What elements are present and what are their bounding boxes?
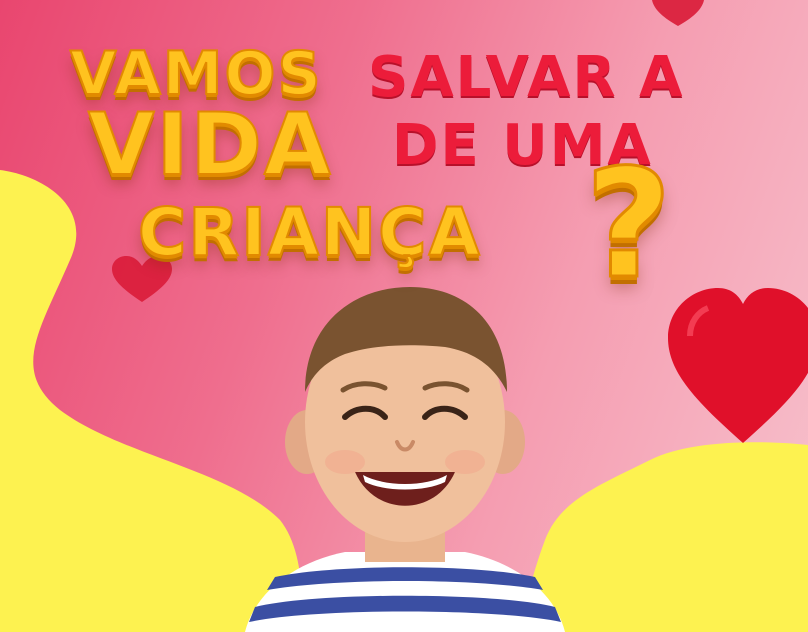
- headline-de-uma: DE UMA: [392, 113, 653, 178]
- headline-salvar-a: SALVAR A: [368, 45, 685, 110]
- striped-shirt: [245, 552, 565, 632]
- headline-crianca: CRIANÇA: [138, 194, 482, 271]
- heart-icon-top: [652, 0, 704, 28]
- question-mark-icon: ?: [585, 138, 673, 312]
- headline-vida: VIDA: [88, 95, 333, 195]
- child-photo: [225, 272, 585, 632]
- heart-icon-large: [668, 288, 808, 448]
- headline-vamos: VAMOS: [70, 39, 323, 109]
